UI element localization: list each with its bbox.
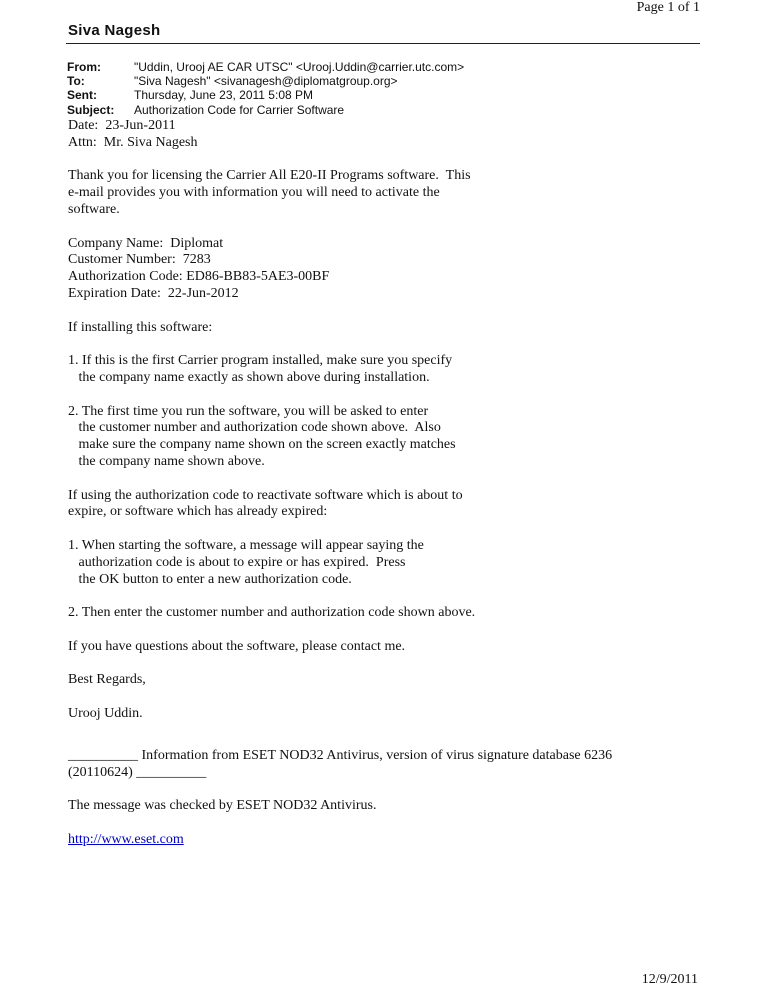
header-subject bbox=[67, 103, 464, 117]
body-line: Expiration Date: 22-Jun-2012 bbox=[68, 285, 239, 301]
body-line: the OK button to enter a new authorization code. bbox=[68, 571, 352, 587]
sender-name: Siva Nagesh bbox=[68, 22, 161, 39]
body-line: the customer number and authorization code shown above. Also bbox=[68, 420, 441, 436]
body-line: If you have questions about the software, please contact me. bbox=[68, 638, 406, 654]
body-line: Thank you for licensing the Carrier All E20-II Programs software. This bbox=[68, 168, 471, 184]
body-line: If using the authorization code to reactivate software which is about to bbox=[68, 487, 463, 503]
body-line: If installing this software: bbox=[68, 319, 213, 335]
spacer bbox=[68, 387, 708, 404]
spacer bbox=[68, 471, 708, 488]
spacer bbox=[68, 521, 708, 538]
header-sent bbox=[67, 88, 464, 102]
header-from bbox=[67, 60, 464, 74]
body-line: expire, or software which has already expired: bbox=[68, 504, 328, 520]
header-divider bbox=[66, 43, 700, 44]
body-line: 2. The first time you run the software, you will be asked to enter bbox=[68, 403, 429, 419]
page-number: Page 1 of 1 bbox=[636, 0, 700, 15]
print-date: 12/9/2011 bbox=[641, 972, 698, 987]
antivirus-footer bbox=[68, 748, 708, 849]
body-line: Authorization Code: ED86-BB83-5AE3-00BF bbox=[68, 269, 330, 285]
header-value: "Siva Nagesh" <sivanagesh@diplomatgroup.org> bbox=[134, 74, 398, 89]
body-line: the company name shown above. bbox=[68, 453, 265, 469]
spacer bbox=[68, 815, 708, 832]
body-line: e-mail provides you with information you will need to activate the bbox=[68, 185, 440, 201]
body-line: Date: 23-Jun-2011 bbox=[68, 118, 176, 133]
header-value: Thursday, June 23, 2011 5:08 PM bbox=[134, 88, 313, 103]
spacer bbox=[68, 588, 708, 605]
body-line: Attn: Mr. Siva Nagesh bbox=[68, 134, 198, 150]
email-body bbox=[68, 118, 708, 723]
spacer bbox=[68, 152, 708, 169]
spacer bbox=[68, 656, 708, 673]
header-label: From: bbox=[67, 60, 101, 74]
body-line: make sure the company name shown on the screen exactly matches bbox=[68, 437, 456, 453]
spacer bbox=[68, 622, 708, 639]
body-line: authorization code is about to expire or has expired. Press bbox=[68, 554, 406, 570]
header-label: Subject: bbox=[67, 102, 115, 117]
header-value: Authorization Code for Carrier Software bbox=[134, 102, 345, 117]
body-line: Urooj Uddin. bbox=[68, 705, 143, 721]
body-line: software. bbox=[68, 201, 120, 217]
body-line: Best Regards, bbox=[68, 672, 146, 688]
eset-link[interactable]: http://www.eset.com bbox=[68, 831, 184, 847]
spacer bbox=[68, 782, 708, 799]
header-label: Sent: bbox=[67, 88, 97, 103]
header-to bbox=[67, 74, 464, 88]
eset-checked-message: The message was checked by ESET NOD32 Antivirus. bbox=[68, 798, 377, 814]
body-line: 1. If this is the first Carrier program installed, make sure you specify bbox=[68, 353, 453, 369]
body-line: the company name exactly as shown above during installation. bbox=[68, 369, 430, 385]
spacer bbox=[68, 689, 708, 706]
body-line: 2. Then enter the customer number and authorization code shown above. bbox=[68, 605, 476, 621]
header-value: "Uddin, Urooj AE CAR UTSC" <Urooj.Uddin@carrier.utc.com> bbox=[134, 60, 465, 74]
header-label: To: bbox=[67, 74, 85, 89]
spacer bbox=[68, 303, 708, 320]
eset-info-line: (20110624) __________ bbox=[68, 764, 207, 780]
spacer bbox=[68, 336, 708, 353]
body-line: Company Name: Diplomat bbox=[68, 235, 224, 251]
body-line: 1. When starting the software, a message will appear saying the bbox=[68, 537, 424, 553]
email-headers bbox=[67, 60, 464, 117]
spacer bbox=[68, 219, 708, 236]
eset-info-line: __________ Information from ESET NOD32 Antivirus, version of virus signature database 6236 bbox=[68, 748, 613, 763]
body-line: Customer Number: 7283 bbox=[68, 252, 211, 268]
